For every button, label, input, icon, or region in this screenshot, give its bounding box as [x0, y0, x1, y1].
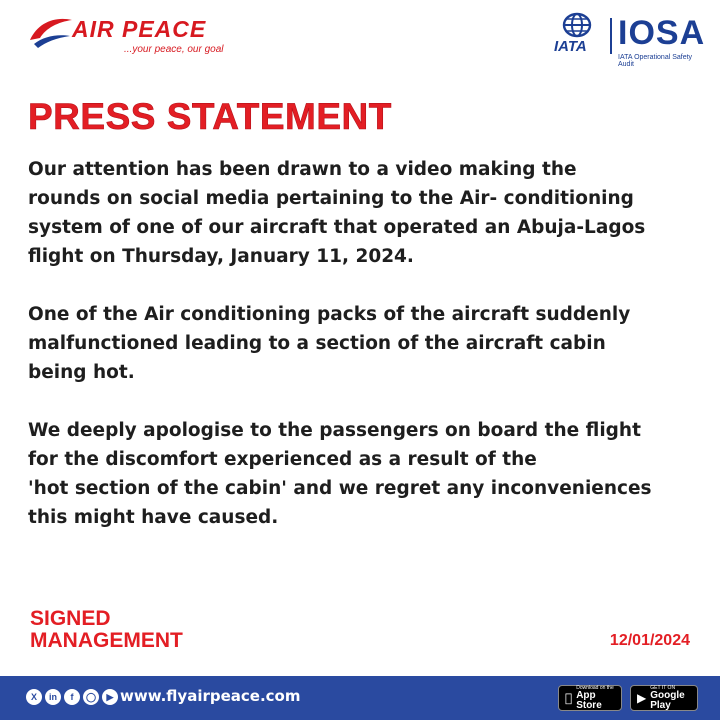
brand-tagline: ...your peace, our goal [124, 44, 224, 55]
iosa-label: IOSA [618, 14, 706, 52]
signed-label: SIGNED [30, 607, 111, 630]
air-peace-logo [26, 14, 226, 58]
play-icon: ▶ [637, 691, 647, 705]
logo-divider [610, 18, 612, 54]
page-title: PRESS STATEMENT [28, 96, 392, 137]
linkedin-icon[interactable]: in [45, 689, 61, 705]
paragraph-2: One of the Air conditioning packs of the aircraft suddenly malfunctioned leading to a section of the aircraft cabin being hot. [28, 304, 631, 383]
bird-icon [26, 14, 76, 54]
signed-by: MANAGEMENT [30, 629, 183, 652]
statement-body [28, 155, 698, 561]
social-icons [26, 689, 118, 705]
iata-iosa-logo [552, 12, 706, 68]
website-link[interactable]: www.flyairpeace.com [120, 687, 301, 705]
google-play-small-label: GET IT ON [650, 684, 676, 691]
paragraph-3: We deeply apologise to the passengers on board the flight for the discomfort experienced as a result of the 'hot section of the cabin' and we regret any inconveniences this might have caused. [28, 420, 652, 528]
brand-name: AIR PEACE [72, 16, 207, 42]
iata-label: IATA [554, 38, 587, 55]
app-store-label: App Store [569, 689, 595, 711]
google-play-label: Google Play [650, 689, 685, 711]
paragraph-1: Our attention has been drawn to a video making the rounds on social media pertaining to the Air- conditioning system of one of our aircraft that operated an Abuja-Lagos flight on Thursday, January 11, 2024. [28, 159, 646, 267]
facebook-icon[interactable]: f [64, 689, 80, 705]
app-store-badge[interactable] [558, 685, 622, 711]
signature-block [30, 608, 183, 652]
footer-bar [0, 676, 720, 720]
app-store-small-label: Download on the [569, 684, 607, 691]
google-play-badge[interactable] [630, 685, 698, 711]
x-icon[interactable]: X [26, 689, 42, 705]
apple-icon [565, 691, 572, 705]
youtube-icon[interactable]: ▶ [102, 689, 118, 705]
instagram-icon[interactable]: ◯ [83, 689, 99, 705]
globe-icon [562, 12, 592, 38]
iosa-subtitle: IATA Operational Safety Audit [618, 54, 693, 68]
statement-date: 12/01/2024 [609, 632, 690, 649]
